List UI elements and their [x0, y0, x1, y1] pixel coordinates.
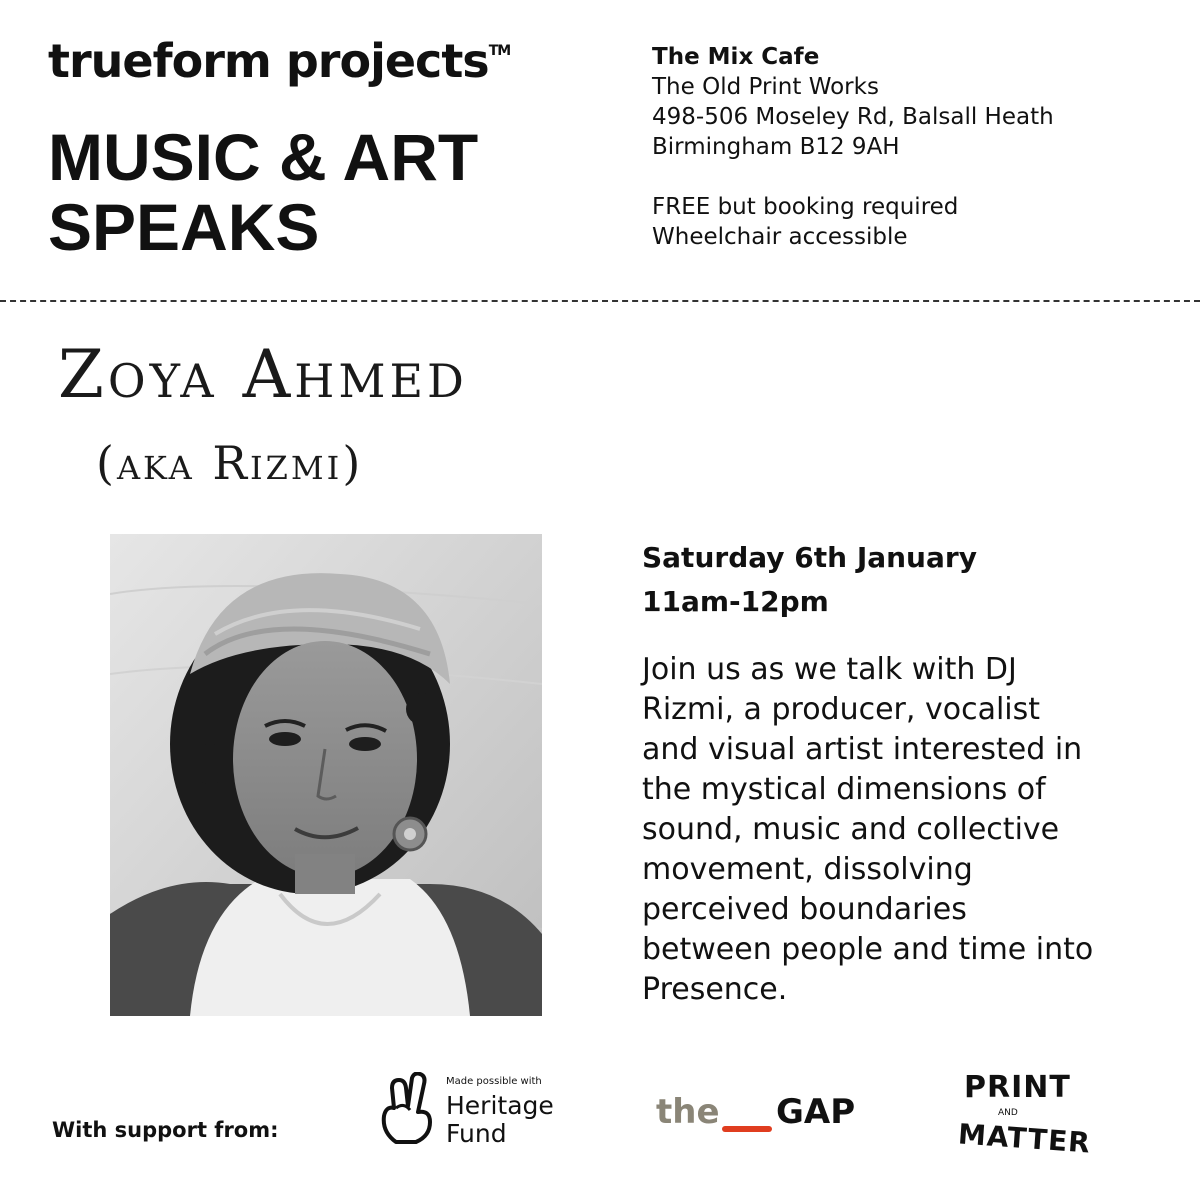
the-gap-word: GAP — [776, 1092, 856, 1132]
brand-logo — [48, 34, 511, 88]
event-datetime — [642, 536, 1162, 624]
print-and-matter-logo — [946, 1070, 1092, 1170]
artist-alias: (aka Rizmi) — [96, 436, 364, 490]
heritage-fund-word2: Fund — [446, 1119, 507, 1148]
event-title-line1: MUSIC & ART — [48, 120, 479, 194]
description-line: perceived boundaries — [642, 892, 967, 927]
description-line: sound, music and collective — [642, 812, 1060, 847]
brand-trademark: TM — [488, 43, 511, 59]
support-label: With support from: — [52, 1118, 279, 1142]
brand-wordmark: trueform projects — [48, 34, 489, 88]
pam-matter-word: MATTER — [957, 1117, 1092, 1160]
event-title-line2: SPEAKS — [48, 190, 320, 264]
crossed-fingers-icon — [374, 1072, 438, 1148]
event-date: Saturday 6th January — [642, 541, 977, 574]
description-line: Presence. — [642, 972, 788, 1007]
description-line: Join us as we talk with DJ — [642, 652, 1017, 687]
artist-name: Zoya Ahmed — [58, 336, 468, 413]
pam-and-word: AND — [998, 1108, 1018, 1118]
the-gap-underline-bar — [722, 1126, 772, 1132]
the-gap-prefix: the — [656, 1092, 720, 1132]
description-line: movement, dissolving — [642, 852, 973, 887]
description-line: the mystical dimensions of — [642, 772, 1046, 807]
venue-spacer — [652, 162, 1172, 192]
heritage-fund-logo — [374, 1072, 584, 1152]
the-gap-logo — [656, 1092, 866, 1140]
venue-address-line2: 498-506 Moseley Rd, Balsall Heath — [652, 104, 1054, 130]
event-description — [642, 650, 1162, 1010]
venue-info — [652, 42, 1172, 252]
artist-portrait-photo — [110, 534, 542, 1016]
dashed-divider — [0, 300, 1200, 302]
description-line: between people and time into — [642, 932, 1094, 967]
event-title — [48, 122, 608, 262]
venue-note-access: Wheelchair accessible — [652, 224, 908, 250]
venue-address-line1: The Old Print Works — [652, 74, 879, 100]
venue-name: The Mix Cafe — [652, 44, 820, 70]
portrait-illustration — [110, 534, 542, 1016]
pam-print-word: PRINT — [964, 1070, 1071, 1105]
event-time: 11am-12pm — [642, 585, 829, 618]
venue-address-line3: Birmingham B12 9AH — [652, 134, 900, 160]
heritage-fund-tagline: Made possible with — [446, 1076, 542, 1087]
description-line: and visual artist interested in — [642, 732, 1083, 767]
heritage-fund-word1: Heritage — [446, 1091, 554, 1120]
description-line: Rizmi, a producer, vocalist — [642, 692, 1041, 727]
venue-note-booking: FREE but booking required — [652, 194, 959, 220]
heritage-fund-wordmark — [446, 1092, 554, 1148]
